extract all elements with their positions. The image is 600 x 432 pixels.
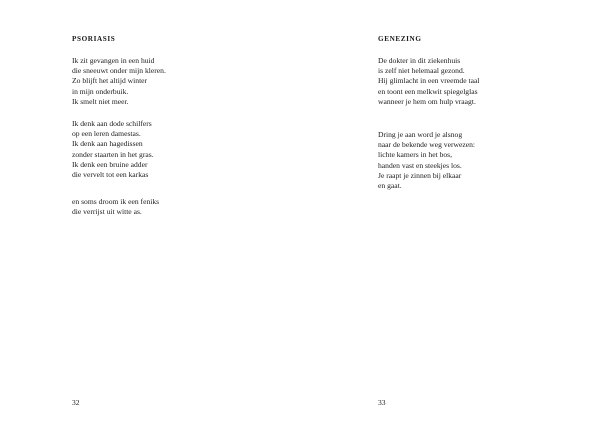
poem-line: Ik denk aan hagedissen [72, 139, 143, 149]
poem-line: zonder staarten in het gras. [72, 149, 154, 159]
poem-line: Hij glimlacht in een vreemde taal [378, 76, 480, 86]
poem-line: op een leren damestas. [72, 129, 141, 139]
poem-title: PSORIASIS [72, 35, 116, 43]
stanza [72, 119, 154, 180]
poem-line: Je raapt je zinnen bij elkaar [378, 170, 462, 180]
poem-line: die vervelt tot een karkas [72, 170, 149, 180]
right-page [300, 0, 600, 432]
poem-line: die sneeuwt onder mijn kleren. [72, 66, 166, 76]
poem-line: lichte kamers in het bos, [378, 150, 453, 160]
page-number: 33 [378, 398, 386, 407]
poem-line: wanneer je hem om hulp vraagt. [378, 96, 476, 106]
poem-line: en gaat. [378, 181, 402, 191]
poem-line: handen vast en steekjes los. [378, 160, 462, 170]
poem-line: naar de bekende weg verwezen: [378, 140, 475, 150]
poem-line: is zelf niet helemaal gezond. [378, 66, 465, 76]
poem-line: Ik smelt niet meer. [72, 96, 129, 106]
poem-title: GENEZING [378, 35, 422, 43]
stanza [378, 130, 475, 191]
stanza [378, 56, 479, 107]
page-number: 32 [72, 398, 80, 407]
poem-line: Zo blijft het altijd winter [72, 76, 148, 86]
poem-line: in mijn onderbuik. [72, 86, 129, 96]
stanza [72, 197, 159, 217]
poem-line: De dokter in dit ziekenhuis [378, 56, 461, 65]
poem-line: Ik denk aan dode schilfers [72, 119, 152, 128]
stanza [72, 56, 166, 107]
poem-line: die verrijst uit witte as. [72, 207, 142, 217]
poem-line: Ik zit gevangen in een huid [72, 56, 155, 65]
poem-line: Dring je aan word je alsnog [378, 130, 463, 139]
poem-line: en soms droom ik een feniks [72, 197, 160, 206]
poem-line: en toont een melkwit spiegelglas [378, 86, 478, 96]
poem-line: Ik denk een bruine adder [72, 159, 148, 169]
